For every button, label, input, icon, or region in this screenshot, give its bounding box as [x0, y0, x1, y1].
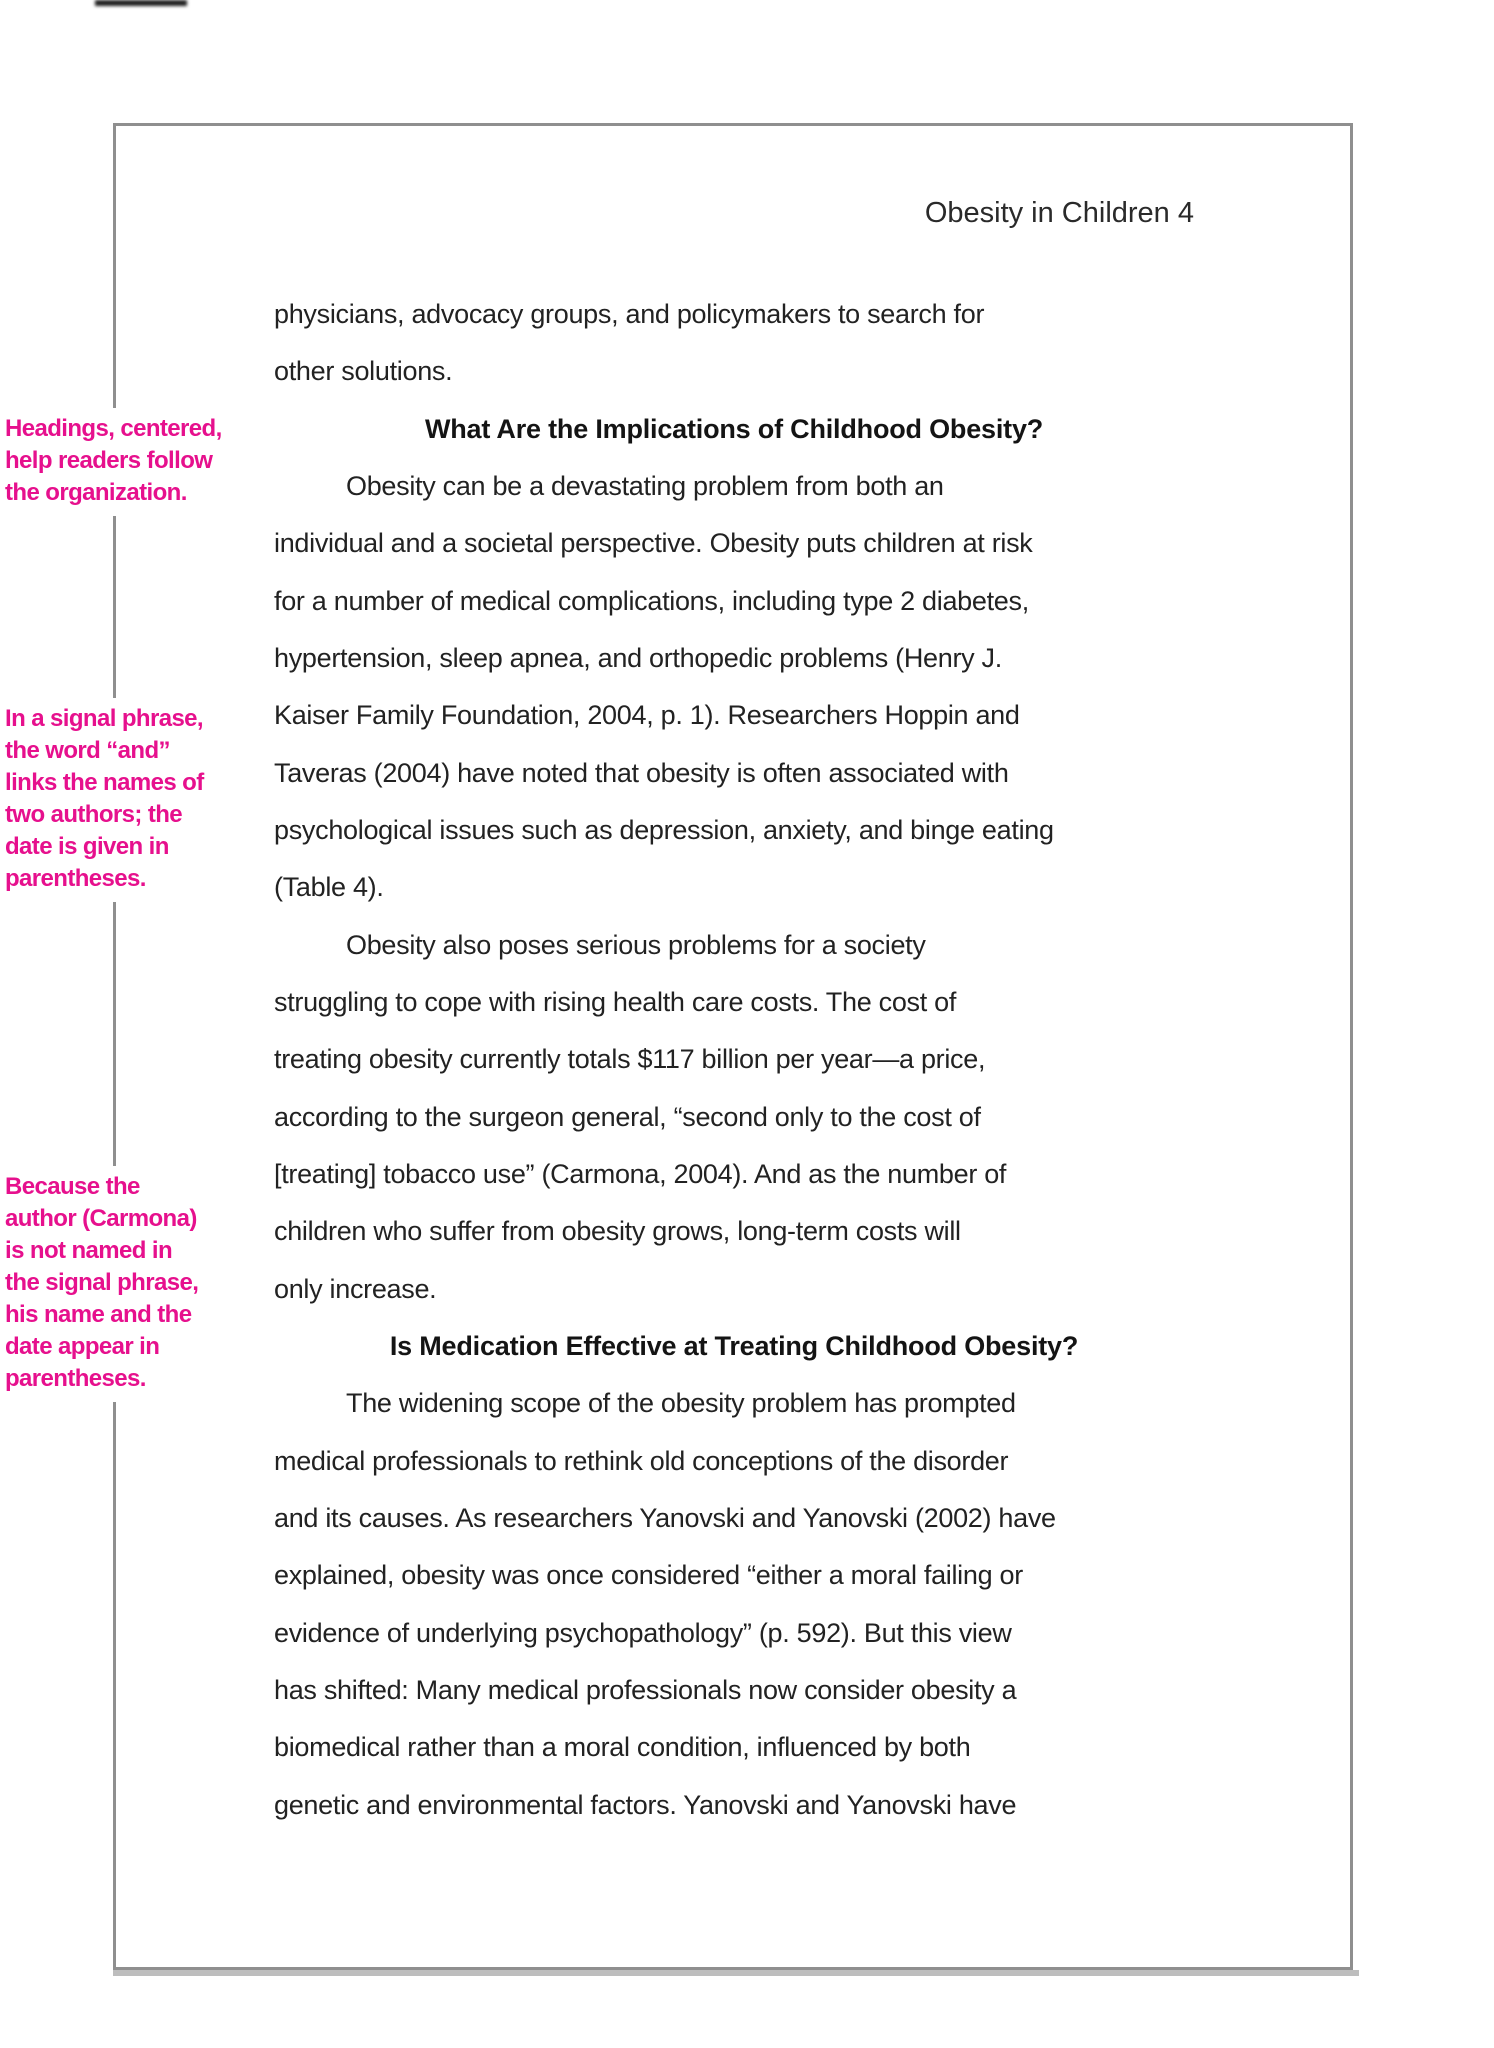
body-line: medical professionals to rethink old conceptions of the disorder — [274, 1445, 1009, 1476]
body-line: (Table 4). — [274, 872, 384, 903]
manuscript-body — [274, 294, 1194, 1914]
annotation-line: parentheses. — [5, 1365, 146, 1392]
annotation-line: date appear in — [5, 1333, 160, 1360]
body-line: has shifted: Many medical professionals now consider obesity a — [274, 1674, 1017, 1705]
body-line: evidence of underlying psychopathology” (p. 592). But this view — [274, 1617, 1012, 1648]
body-line: treating obesity currently totals $117 billion per year—a price, — [274, 1044, 986, 1075]
body-line: [treating] tobacco use” (Carmona, 2004). And as the number of — [274, 1158, 1007, 1189]
body-line: individual and a societal perspective. Obesity puts children at risk — [274, 528, 1033, 559]
body-line: hypertension, sleep apnea, and orthopedic problems (Henry J. — [274, 642, 1002, 673]
body-line: only increase. — [274, 1273, 437, 1304]
body-line: Kaiser Family Foundation, 2004, p. 1). Researchers Hoppin and — [274, 700, 1020, 731]
margin-annotation — [0, 1166, 219, 1402]
annotation-line: Because the — [5, 1173, 140, 1200]
annotation-line: the signal phrase, — [5, 1269, 199, 1296]
annotation-line: In a signal phrase, — [5, 705, 204, 732]
annotation-line: his name and the — [5, 1301, 192, 1328]
annotation-line: date is given in — [5, 833, 169, 860]
margin-annotation — [0, 698, 219, 902]
body-line: Obesity also poses serious problems for a society — [346, 929, 926, 960]
annotation-line: links the names of — [5, 769, 204, 796]
body-line: for a number of medical complications, including type 2 diabetes, — [274, 585, 1029, 616]
section-heading: Is Medication Effective at Treating Childhood Obesity? — [389, 1330, 1079, 1361]
annotation-line: help readers follow — [5, 447, 213, 474]
annotation-line: the word “and” — [5, 737, 170, 764]
annotation-line: author (Carmona) — [5, 1205, 197, 1232]
body-line: Taveras (2004) have noted that obesity is often associated with — [274, 757, 1009, 788]
margin-annotation — [0, 408, 222, 516]
body-line: struggling to cope with rising health care costs. The cost of — [274, 986, 957, 1017]
body-line: psychological issues such as depression, anxiety, and binge eating — [274, 814, 1054, 845]
page-bottom-shadow — [113, 1970, 1359, 1976]
body-line: physicians, advocacy groups, and policymakers to search for — [274, 299, 985, 329]
annotation-line: two authors; the — [5, 801, 183, 828]
body-line: The widening scope of the obesity problem has prompted — [346, 1388, 1016, 1419]
annotation-line: the organization. — [5, 479, 187, 506]
annotation-line: parentheses. — [5, 865, 146, 892]
body-line: other solutions. — [274, 356, 453, 387]
section-heading: What Are the Implications of Childhood Obesity? — [424, 413, 1044, 444]
body-line: Obesity can be a devastating problem from both an — [346, 470, 944, 501]
body-line: children who suffer from obesity grows, long-term costs will — [274, 1216, 961, 1247]
annotation-line: Headings, centered, — [5, 415, 222, 442]
running-head: Obesity in Children 4 — [924, 197, 1194, 229]
margin-annotations — [0, 0, 230, 2048]
body-line: genetic and environmental factors. Yanovski and Yanovski have — [274, 1789, 1017, 1820]
body-line: explained, obesity was once considered “either a moral failing or — [274, 1560, 1023, 1591]
body-line: and its causes. As researchers Yanovski and Yanovski (2002) have — [274, 1502, 1056, 1533]
annotation-line: is not named in — [5, 1237, 173, 1264]
body-line: according to the surgeon general, “second only to the cost of — [274, 1101, 981, 1132]
body-line: biomedical rather than a moral condition, influenced by both — [274, 1732, 971, 1763]
